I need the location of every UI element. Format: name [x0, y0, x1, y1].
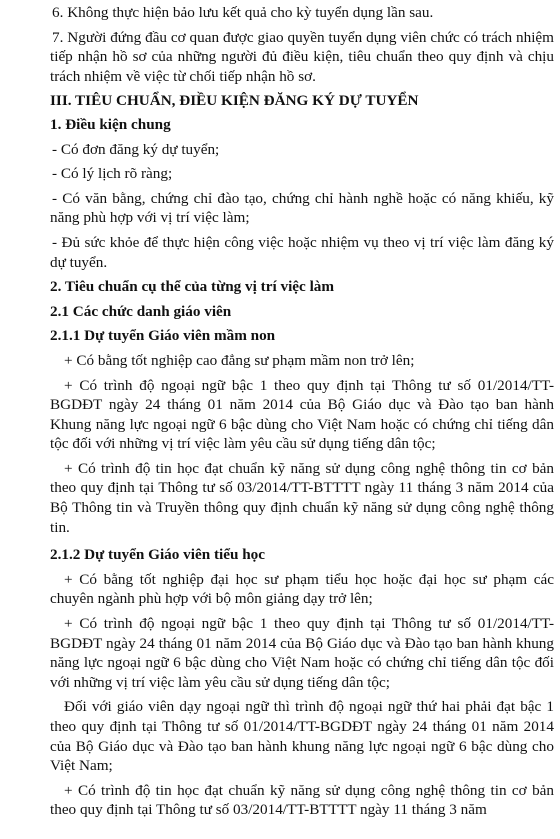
requirement-item: + Có trình độ tin học đạt chuẩn kỹ năng sử dụng công nghệ thông tin cơ bản theo quy định tại Thông tư số 03/2014/TT-BTTTT ngày 11 tháng 3 năm [50, 781, 554, 819]
subsection-heading-teacher-titles: 2.1 Các chức danh giáo viên [50, 302, 232, 320]
condition-item: - Đủ sức khỏe để thực hiện công việc hoặc nhiệm vụ theo vị trí việc làm đăng ký dự tuyển. [50, 233, 554, 271]
requirement-item: + Có bằng tốt nghiệp cao đẳng sư phạm mầm non trở lên; [64, 351, 415, 369]
subsection-heading-primary-teacher: 2.1.2 Dự tuyển Giáo viên tiểu học [50, 546, 265, 564]
requirement-item: + Có trình độ ngoại ngữ bậc 1 theo quy định tại Thông tư số 01/2014/TT-BGDĐT ngày 24 tháng 01 năm 2014 của Bộ Giáo dục và Đào tạo ban hành khung năng lực ngoại ngữ 6 bậc dùng cho Việt Nam hoặc có chứng chỉ tiếng dân tộc đối với những vị trí việc làm yêu cầu sử dụng tiếng dân tộc; [50, 615, 554, 691]
item-7: 7. Người đứng đầu cơ quan được giao quyền tuyển dụng viên chức có trách nhiệm tiếp nhận hồ sơ của những người đủ điều kiện, tiêu chuẩn theo quy định và chịu trách nhiệm về việc từ chối tiếp nhận hồ sơ. [50, 28, 554, 85]
condition-item: - Có lý lịch rõ ràng; [52, 165, 173, 183]
subsection-heading-preschool-teacher: 2.1.1 Dự tuyển Giáo viên mầm non [50, 327, 276, 345]
condition-item: - Có đơn đăng ký dự tuyển; [52, 140, 220, 158]
body-paragraph: Đối với giáo viên dạy ngoại ngữ thì trình độ ngoại ngữ thứ hai phải đạt bậc 1 theo quy định tại Thông tư số 01/2014/TT-BGDĐT ngày 24 tháng 01 năm 2014 của Bộ Giáo dục và Đào tạo ban hành khung năng lực ngoại ngữ 6 bậc dùng cho Việt Nam; [50, 698, 554, 775]
item-6: 6. Không thực hiện bảo lưu kết quả cho kỳ tuyển dụng lần sau. [52, 4, 434, 21]
subsection-heading-general-conditions: 1. Điều kiện chung [50, 115, 171, 133]
requirement-item: + Có trình độ ngoại ngữ bậc 1 theo quy định tại Thông tư số 01/2014/TT-BGDĐT ngày 24 tháng 01 năm 2014 của Bộ Giáo dục và Đào tạo ban hành Khung năng lực ngoại ngữ 6 bậc dùng cho Việt Nam hoặc có chứng chỉ tiếng dân tộc đối với những vị trí việc làm yêu cầu sử dụng tiếng dân tộc; [50, 376, 554, 453]
section-heading-iii: III. TIÊU CHUẨN, ĐIỀU KIỆN ĐĂNG KÝ DỰ TUYỂN [50, 92, 419, 110]
requirement-item: + Có trình độ tin học đạt chuẩn kỹ năng sử dụng công nghệ thông tin cơ bản theo quy định tại Thông tư số 03/2014/TT-BTTTT ngày 11 tháng 3 năm 2014 của Bộ Thông tin và Truyền thông quy định chuẩn kỹ năng sử dụng công nghệ thông tin. [50, 459, 554, 536]
subsection-heading-specific-standards: 2. Tiêu chuẩn cụ thể của từng vị trí việc làm [50, 278, 335, 296]
condition-item: - Có văn bằng, chứng chỉ đào tạo, chứng chỉ hành nghề hoặc có năng khiếu, kỹ năng phù hợp với vị trí việc làm; [50, 189, 554, 227]
requirement-item: + Có bằng tốt nghiệp đại học sư phạm tiểu học hoặc đại học sư phạm các chuyên ngành phù hợp với bộ môn giảng dạy trở lên; [50, 570, 554, 608]
